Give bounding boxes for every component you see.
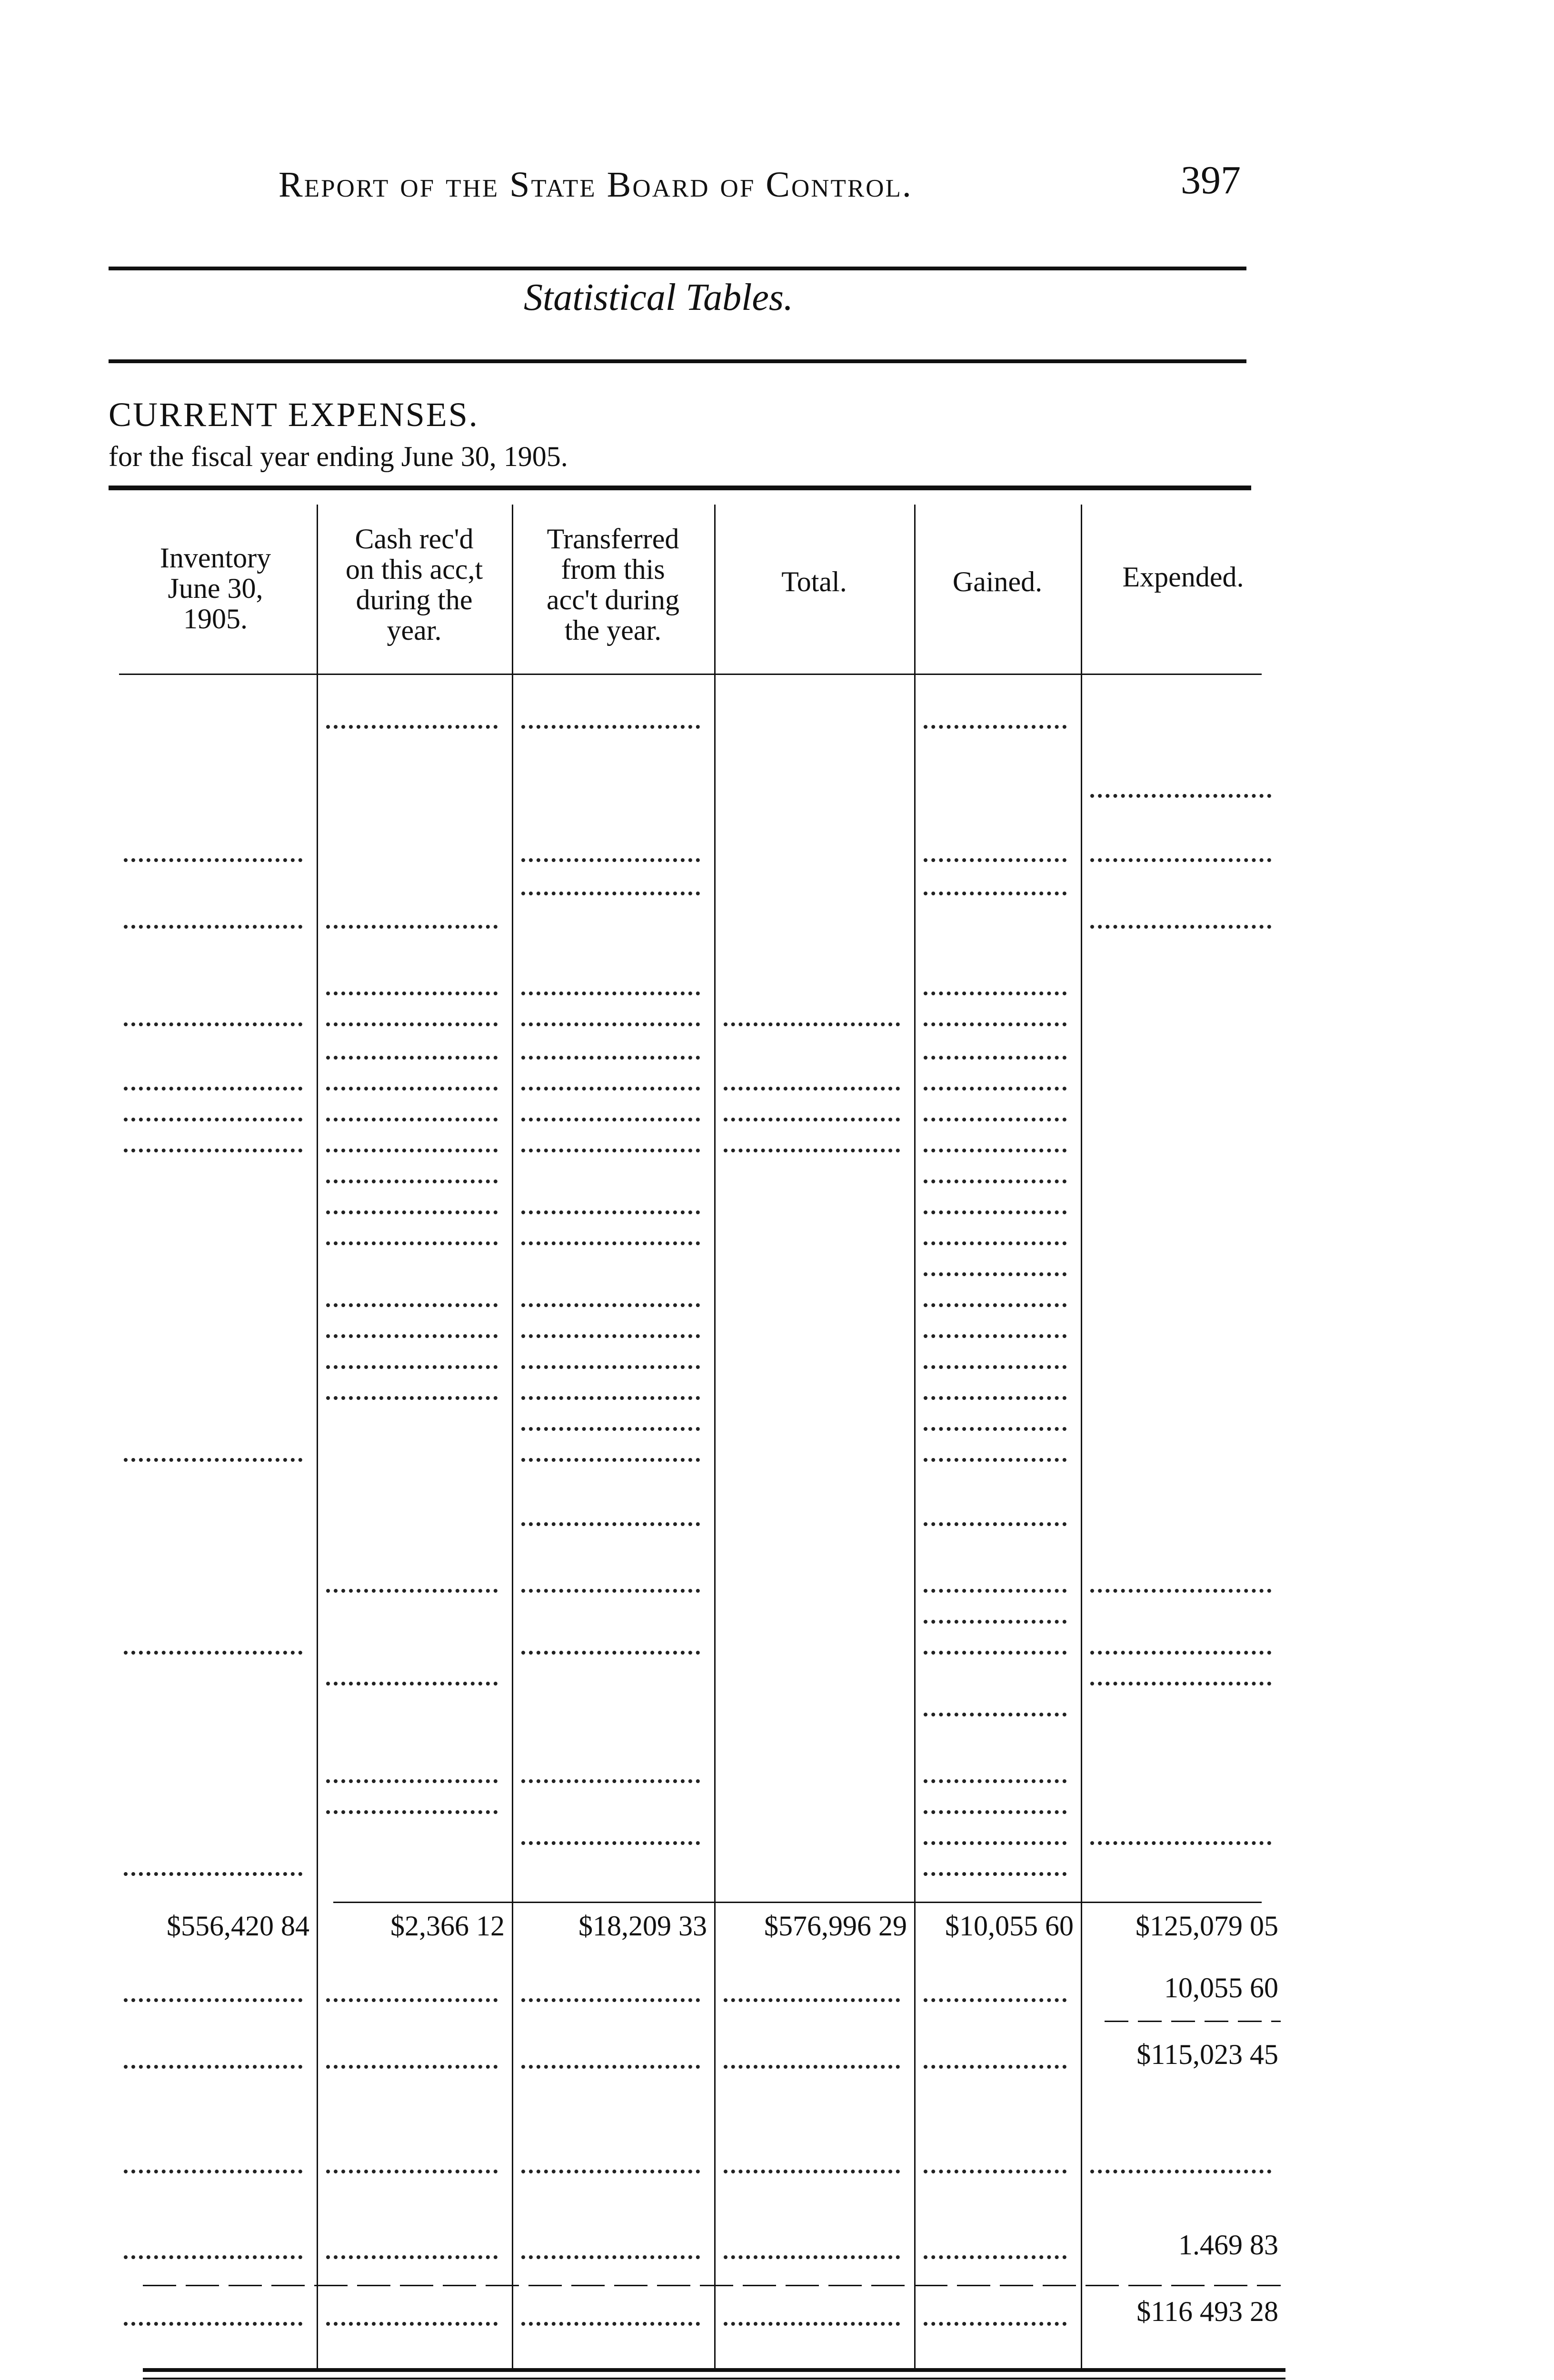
leader-dots [124,919,302,929]
leader-dots [924,1645,1066,1655]
leader-dots [924,1143,1066,1152]
leader-dots [521,1452,700,1462]
leader-dots [521,1112,700,1121]
column-divider [914,505,916,2370]
subtotal-rule [1105,2021,1281,2022]
leader-dots [124,1081,302,1091]
column-header-line: on this acc,t [345,554,483,585]
leader-dots [924,1993,1066,2002]
leader-dots [924,1174,1066,1183]
leader-dots [724,1017,900,1026]
leader-dots [326,1805,498,1814]
leader-dots [1090,853,1271,862]
leader-dots [326,1174,498,1183]
column-header-rule [119,674,1262,675]
page-number: 397 [1181,158,1241,202]
leader-dots [521,1205,700,1214]
net-expended: $115,023 45 [1136,2039,1278,2070]
column-header-line: Total. [781,566,847,597]
leader-dots [124,1112,302,1121]
leader-dots [521,1329,700,1338]
leader-dots [1090,1835,1271,1845]
leader-dots [326,2059,498,2069]
leader-dots [924,1081,1066,1091]
bottom-rule-2 [143,2378,1285,2380]
addition: 1.469 83 [1178,2229,1278,2261]
page-subtitle: Statistical Tables. [524,277,794,318]
leader-dots [521,1017,700,1026]
leader-dots [326,2250,498,2259]
leader-dots [924,1298,1066,1307]
leader-dots [326,1993,498,2002]
column-header-line: during the [356,584,473,615]
total-cash-received: $2,366 12 [390,1910,505,1942]
leader-dots [924,2316,1066,2326]
leader-dots [124,1993,302,2002]
column-divider [512,505,513,2370]
column-header-line: year. [387,615,442,646]
leader-dots [724,2250,900,2259]
leader-dots [1090,1676,1271,1686]
leader-dots [924,1614,1066,1624]
leader-dots [924,1050,1066,1060]
leader-dots [124,2164,302,2173]
column-header-expended [1081,562,1285,592]
leader-dots [521,1835,700,1845]
leader-dots [521,1774,700,1783]
leader-dots [924,2250,1066,2259]
leader-dots [924,1452,1066,1462]
leader-dots [521,1390,700,1400]
column-header-gained [914,566,1081,597]
leader-dots [924,1359,1066,1369]
leader-dots [124,2059,302,2069]
column-header-transferred [512,524,714,645]
leader-dots [124,2250,302,2259]
leader-dots [326,1112,498,1121]
column-header-line: Expended. [1122,561,1244,593]
leader-dots [924,1805,1066,1814]
column-header-cash-received [317,524,512,645]
leader-dots [924,986,1066,995]
leader-dots [724,1143,900,1152]
leader-dots [924,2164,1066,2173]
total-inventory: $556,420 84 [167,1910,309,1942]
leader-dots [326,919,498,929]
column-header-line: Cash rec'd [355,523,474,555]
total-transferred: $18,209 33 [578,1910,707,1942]
leader-dots [924,1517,1066,1526]
leader-dots [326,986,498,995]
column-header-line: Gained. [952,566,1043,597]
leader-dots [1090,2164,1271,2173]
leader-dots [124,1645,302,1655]
leader-dots [521,1359,700,1369]
leader-dots [521,2164,700,2173]
leader-dots [521,1583,700,1593]
column-header-total [714,566,914,597]
leader-dots [326,1205,498,1214]
leader-dots [521,719,700,729]
leader-dots [924,853,1066,862]
leader-dots [326,1676,498,1686]
leader-dots [724,2059,900,2069]
leader-dots [326,2316,498,2326]
leader-dots [924,1236,1066,1245]
leader-dots [924,1205,1066,1214]
leader-dots [724,1081,900,1091]
leader-dots [326,719,498,729]
leader-dots [1090,1583,1271,1593]
total-total: $576,996 29 [764,1910,907,1942]
leader-dots [124,853,302,862]
column-header-line: from this [561,554,665,585]
leader-dots [924,1866,1066,1876]
column-header-line: 1905. [183,603,248,635]
column-header-line: the year. [564,615,662,646]
leader-dots [326,1236,498,1245]
leader-dots [326,1583,498,1593]
less-gained: 10,055 60 [1164,1972,1278,2003]
final-total: $116 493 28 [1136,2296,1278,2327]
leader-dots [326,1359,498,1369]
leader-dots [924,2059,1066,2069]
leader-dots [521,853,700,862]
leader-dots [124,1143,302,1152]
running-title: Report of the State Board of Control. [279,165,913,205]
leader-dots [521,886,700,895]
leader-dots [326,1774,498,1783]
column-divider [714,505,716,2370]
leader-dots [924,1017,1066,1026]
leader-dots [724,1993,900,2002]
leader-dots [521,2316,700,2326]
total-expended: $125,079 05 [1136,1910,1278,1942]
bottom-rule-1 [143,2368,1285,2372]
leader-dots [521,1143,700,1152]
leader-dots [1090,788,1271,798]
column-divider [317,505,318,2370]
column-header-inventory [114,543,317,634]
leader-dots [924,1112,1066,1121]
leader-dots [924,1583,1066,1593]
leader-dots [521,1645,700,1655]
leader-dots [124,1866,302,1876]
leader-dots [124,2316,302,2326]
leader-dots [521,1517,700,1526]
leader-dots [124,1452,302,1462]
leader-dots [521,1421,700,1431]
leader-dots [326,1017,498,1026]
leader-dots [924,1267,1066,1276]
leader-dots [326,1081,498,1091]
section-title: CURRENT EXPENSES. [109,396,479,434]
leader-dots [924,1390,1066,1400]
column-header-line: Inventory [159,542,271,574]
leader-dots [521,2059,700,2069]
column-header-line: Transferred [547,523,679,555]
leader-dots [924,1329,1066,1338]
column-divider [1081,505,1082,2370]
leader-dots [326,2164,498,2173]
column-header-line: June 30, [168,573,263,604]
leader-dots [924,1774,1066,1783]
leader-dots [924,1707,1066,1716]
leader-dots [326,1143,498,1152]
total-gained: $10,055 60 [945,1910,1074,1942]
leader-dots [124,1017,302,1026]
leader-dots [724,2316,900,2326]
leader-dots [521,1050,700,1060]
leader-dots [724,1112,900,1121]
leader-dots [924,1421,1066,1431]
leader-dots [924,886,1066,895]
leader-dots [521,1298,700,1307]
leader-dots [326,1390,498,1400]
leader-dots [924,1835,1066,1845]
fiscal-year-line: for the fiscal year ending June 30, 1905. [109,441,568,472]
leader-dots [521,1081,700,1091]
leader-dots [724,2164,900,2173]
leader-dots [521,2250,700,2259]
leader-dots [521,986,700,995]
leader-dots [924,719,1066,729]
leader-dots [1090,1645,1271,1655]
leader-dots [326,1050,498,1060]
column-header-line: acc't during [546,584,680,615]
leader-dots [326,1298,498,1307]
leader-dots [1090,919,1271,929]
leader-dots [326,1329,498,1338]
leader-dots [521,1993,700,2002]
final-rule [143,2285,1281,2286]
leader-dots [521,1236,700,1245]
totals-rule [333,1902,1262,1903]
